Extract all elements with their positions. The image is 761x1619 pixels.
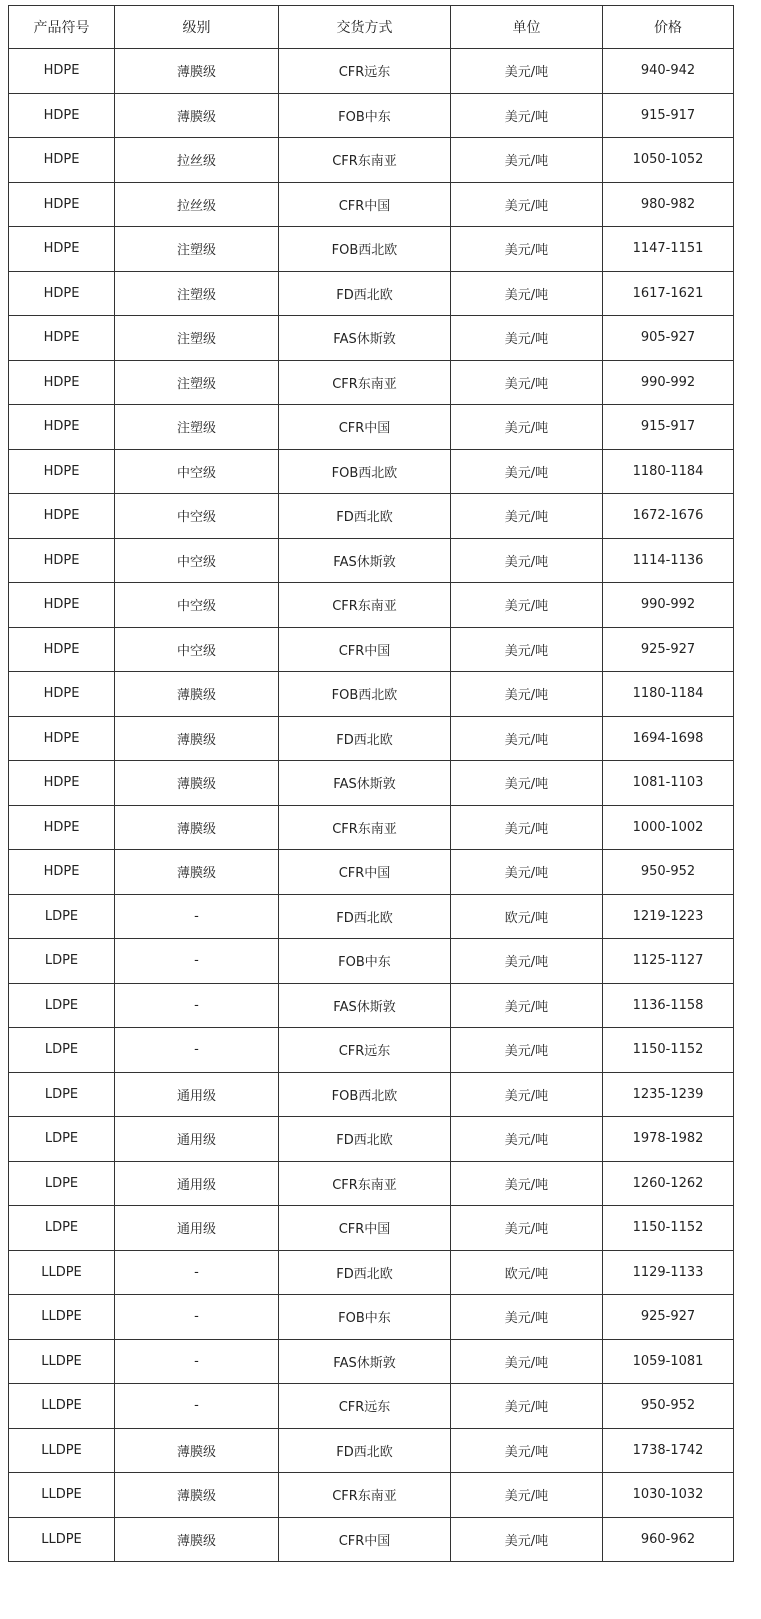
- table-row: [9, 405, 734, 450]
- price-cell: 1978-1982: [603, 1117, 734, 1162]
- unit-cell: 美元/吨: [451, 271, 603, 316]
- grade-cell: 注塑级: [115, 271, 279, 316]
- grade-cell: 薄膜级: [115, 1428, 279, 1473]
- price-cell: 925-927: [603, 1295, 734, 1340]
- unit-cell: 美元/吨: [451, 1384, 603, 1429]
- price-cell: 915-917: [603, 93, 734, 138]
- unit-cell: 美元/吨: [451, 227, 603, 272]
- table-row: [9, 850, 734, 895]
- grade-cell: 薄膜级: [115, 49, 279, 94]
- delivery-terms-cell: FAS休斯敦: [279, 983, 451, 1028]
- delivery-terms-cell: CFR中国: [279, 182, 451, 227]
- price-cell: 1150-1152: [603, 1028, 734, 1073]
- table-row: [9, 1161, 734, 1206]
- table-row: [9, 583, 734, 628]
- header-price: 价格: [603, 6, 734, 49]
- unit-cell: 美元/吨: [451, 1117, 603, 1162]
- grade-cell: 薄膜级: [115, 761, 279, 806]
- delivery-terms-cell: CFR中国: [279, 405, 451, 450]
- table-row: [9, 1517, 734, 1562]
- table-row: [9, 1250, 734, 1295]
- price-cell: 950-952: [603, 1384, 734, 1429]
- grade-cell: 中空级: [115, 627, 279, 672]
- price-cell: 1180-1184: [603, 672, 734, 717]
- delivery-terms-cell: FAS休斯敦: [279, 538, 451, 583]
- grade-cell: -: [115, 1384, 279, 1429]
- table-row: [9, 316, 734, 361]
- price-cell: 940-942: [603, 49, 734, 94]
- price-cell: 1125-1127: [603, 939, 734, 984]
- delivery-terms-cell: FAS休斯敦: [279, 1339, 451, 1384]
- header-row: [9, 6, 734, 49]
- grade-cell: 薄膜级: [115, 1517, 279, 1562]
- grade-cell: 薄膜级: [115, 850, 279, 895]
- product-symbol-cell: LDPE: [9, 1117, 115, 1162]
- delivery-terms-cell: FD西北欧: [279, 1117, 451, 1162]
- unit-cell: 美元/吨: [451, 49, 603, 94]
- grade-cell: 薄膜级: [115, 1473, 279, 1518]
- grade-cell: 拉丝级: [115, 182, 279, 227]
- table-row: [9, 1117, 734, 1162]
- price-cell: 1260-1262: [603, 1161, 734, 1206]
- delivery-terms-cell: FD西北欧: [279, 494, 451, 539]
- table-row: [9, 1206, 734, 1251]
- grade-cell: -: [115, 1339, 279, 1384]
- grade-cell: 中空级: [115, 538, 279, 583]
- delivery-terms-cell: CFR远东: [279, 1028, 451, 1073]
- delivery-terms-cell: CFR东南亚: [279, 138, 451, 183]
- table-row: [9, 805, 734, 850]
- grade-cell: 薄膜级: [115, 672, 279, 717]
- unit-cell: 美元/吨: [451, 1295, 603, 1340]
- unit-cell: 美元/吨: [451, 93, 603, 138]
- delivery-terms-cell: CFR东南亚: [279, 1473, 451, 1518]
- grade-cell: 注塑级: [115, 405, 279, 450]
- table-row: [9, 360, 734, 405]
- product-symbol-cell: LLDPE: [9, 1517, 115, 1562]
- price-cell: 1114-1136: [603, 538, 734, 583]
- delivery-terms-cell: FOB西北欧: [279, 449, 451, 494]
- delivery-terms-cell: FAS休斯敦: [279, 761, 451, 806]
- unit-cell: 美元/吨: [451, 716, 603, 761]
- header-delivery-terms: 交货方式: [279, 6, 451, 49]
- product-symbol-cell: HDPE: [9, 182, 115, 227]
- price-table: [8, 5, 734, 1562]
- unit-cell: 美元/吨: [451, 1517, 603, 1562]
- product-symbol-cell: HDPE: [9, 538, 115, 583]
- grade-cell: 薄膜级: [115, 716, 279, 761]
- price-cell: 1235-1239: [603, 1072, 734, 1117]
- table-row: [9, 1028, 734, 1073]
- price-cell: 1129-1133: [603, 1250, 734, 1295]
- delivery-terms-cell: FD西北欧: [279, 894, 451, 939]
- table-row: [9, 494, 734, 539]
- price-cell: 990-992: [603, 583, 734, 628]
- product-symbol-cell: HDPE: [9, 627, 115, 672]
- unit-cell: 美元/吨: [451, 1473, 603, 1518]
- price-cell: 1180-1184: [603, 449, 734, 494]
- table-body: [9, 49, 734, 1562]
- delivery-terms-cell: CFR东南亚: [279, 1161, 451, 1206]
- unit-cell: 美元/吨: [451, 182, 603, 227]
- grade-cell: 注塑级: [115, 227, 279, 272]
- grade-cell: 通用级: [115, 1206, 279, 1251]
- product-symbol-cell: LLDPE: [9, 1339, 115, 1384]
- product-symbol-cell: LDPE: [9, 939, 115, 984]
- unit-cell: 美元/吨: [451, 672, 603, 717]
- price-cell: 1050-1052: [603, 138, 734, 183]
- delivery-terms-cell: FD西北欧: [279, 716, 451, 761]
- product-symbol-cell: LDPE: [9, 894, 115, 939]
- unit-cell: 美元/吨: [451, 360, 603, 405]
- unit-cell: 美元/吨: [451, 405, 603, 450]
- product-symbol-cell: HDPE: [9, 449, 115, 494]
- product-symbol-cell: HDPE: [9, 93, 115, 138]
- grade-cell: -: [115, 894, 279, 939]
- unit-cell: 美元/吨: [451, 939, 603, 984]
- price-cell: 1150-1152: [603, 1206, 734, 1251]
- price-cell: 980-982: [603, 182, 734, 227]
- price-cell: 1672-1676: [603, 494, 734, 539]
- table-header: [9, 6, 734, 49]
- price-cell: 1219-1223: [603, 894, 734, 939]
- delivery-terms-cell: CFR东南亚: [279, 360, 451, 405]
- unit-cell: 美元/吨: [451, 1028, 603, 1073]
- delivery-terms-cell: CFR中国: [279, 850, 451, 895]
- product-symbol-cell: LDPE: [9, 1161, 115, 1206]
- product-symbol-cell: HDPE: [9, 271, 115, 316]
- product-symbol-cell: HDPE: [9, 716, 115, 761]
- grade-cell: 中空级: [115, 583, 279, 628]
- price-cell: 1147-1151: [603, 227, 734, 272]
- unit-cell: 欧元/吨: [451, 894, 603, 939]
- price-cell: 950-952: [603, 850, 734, 895]
- table-row: [9, 1473, 734, 1518]
- unit-cell: 美元/吨: [451, 583, 603, 628]
- unit-cell: 美元/吨: [451, 494, 603, 539]
- delivery-terms-cell: CFR中国: [279, 627, 451, 672]
- delivery-terms-cell: FOB西北欧: [279, 672, 451, 717]
- grade-cell: 注塑级: [115, 316, 279, 361]
- price-cell: 1059-1081: [603, 1339, 734, 1384]
- table-row: [9, 49, 734, 94]
- unit-cell: 美元/吨: [451, 538, 603, 583]
- table-row: [9, 538, 734, 583]
- unit-cell: 美元/吨: [451, 1339, 603, 1384]
- unit-cell: 欧元/吨: [451, 1250, 603, 1295]
- grade-cell: 薄膜级: [115, 805, 279, 850]
- product-symbol-cell: HDPE: [9, 672, 115, 717]
- grade-cell: 拉丝级: [115, 138, 279, 183]
- table-row: [9, 716, 734, 761]
- product-symbol-cell: HDPE: [9, 49, 115, 94]
- table-row: [9, 983, 734, 1028]
- price-cell: 925-927: [603, 627, 734, 672]
- table-row: [9, 1384, 734, 1429]
- table-row: [9, 627, 734, 672]
- unit-cell: 美元/吨: [451, 627, 603, 672]
- unit-cell: 美元/吨: [451, 850, 603, 895]
- product-symbol-cell: LLDPE: [9, 1250, 115, 1295]
- table-row: [9, 93, 734, 138]
- unit-cell: 美元/吨: [451, 1161, 603, 1206]
- delivery-terms-cell: FAS休斯敦: [279, 316, 451, 361]
- unit-cell: 美元/吨: [451, 1206, 603, 1251]
- grade-cell: -: [115, 1028, 279, 1073]
- table-row: [9, 939, 734, 984]
- unit-cell: 美元/吨: [451, 805, 603, 850]
- table-row: [9, 182, 734, 227]
- unit-cell: 美元/吨: [451, 761, 603, 806]
- delivery-terms-cell: CFR东南亚: [279, 583, 451, 628]
- product-symbol-cell: HDPE: [9, 360, 115, 405]
- grade-cell: 通用级: [115, 1117, 279, 1162]
- delivery-terms-cell: CFR远东: [279, 49, 451, 94]
- delivery-terms-cell: FD西北欧: [279, 1428, 451, 1473]
- table-row: [9, 1428, 734, 1473]
- delivery-terms-cell: FD西北欧: [279, 1250, 451, 1295]
- table-row: [9, 449, 734, 494]
- product-symbol-cell: LLDPE: [9, 1473, 115, 1518]
- product-symbol-cell: LDPE: [9, 983, 115, 1028]
- product-symbol-cell: LLDPE: [9, 1428, 115, 1473]
- product-symbol-cell: HDPE: [9, 805, 115, 850]
- unit-cell: 美元/吨: [451, 316, 603, 361]
- price-cell: 1000-1002: [603, 805, 734, 850]
- table-row: [9, 1339, 734, 1384]
- grade-cell: 通用级: [115, 1072, 279, 1117]
- grade-cell: 注塑级: [115, 360, 279, 405]
- header-grade: 级别: [115, 6, 279, 49]
- unit-cell: 美元/吨: [451, 138, 603, 183]
- table-row: [9, 271, 734, 316]
- price-cell: 1030-1032: [603, 1473, 734, 1518]
- product-symbol-cell: HDPE: [9, 316, 115, 361]
- product-symbol-cell: LDPE: [9, 1206, 115, 1251]
- table-row: [9, 1072, 734, 1117]
- grade-cell: 薄膜级: [115, 93, 279, 138]
- table-row: [9, 672, 734, 717]
- header-unit: 单位: [451, 6, 603, 49]
- price-cell: 1136-1158: [603, 983, 734, 1028]
- product-symbol-cell: HDPE: [9, 405, 115, 450]
- product-symbol-cell: HDPE: [9, 761, 115, 806]
- price-cell: 990-992: [603, 360, 734, 405]
- delivery-terms-cell: CFR中国: [279, 1517, 451, 1562]
- delivery-terms-cell: FD西北欧: [279, 271, 451, 316]
- delivery-terms-cell: CFR东南亚: [279, 805, 451, 850]
- price-cell: 1081-1103: [603, 761, 734, 806]
- product-symbol-cell: LLDPE: [9, 1295, 115, 1340]
- unit-cell: 美元/吨: [451, 1428, 603, 1473]
- product-symbol-cell: HDPE: [9, 138, 115, 183]
- product-symbol-cell: HDPE: [9, 583, 115, 628]
- price-cell: 905-927: [603, 316, 734, 361]
- product-symbol-cell: LDPE: [9, 1072, 115, 1117]
- price-cell: 960-962: [603, 1517, 734, 1562]
- grade-cell: -: [115, 983, 279, 1028]
- product-symbol-cell: HDPE: [9, 227, 115, 272]
- grade-cell: 中空级: [115, 494, 279, 539]
- price-cell: 915-917: [603, 405, 734, 450]
- table-row: [9, 894, 734, 939]
- table-row: [9, 1295, 734, 1340]
- header-product-symbol: 产品符号: [9, 6, 115, 49]
- delivery-terms-cell: FOB中东: [279, 939, 451, 984]
- product-symbol-cell: LLDPE: [9, 1384, 115, 1429]
- product-symbol-cell: LDPE: [9, 1028, 115, 1073]
- delivery-terms-cell: FOB中东: [279, 1295, 451, 1340]
- price-cell: 1617-1621: [603, 271, 734, 316]
- grade-cell: -: [115, 1295, 279, 1340]
- delivery-terms-cell: CFR远东: [279, 1384, 451, 1429]
- delivery-terms-cell: FOB西北欧: [279, 227, 451, 272]
- product-symbol-cell: HDPE: [9, 494, 115, 539]
- grade-cell: 中空级: [115, 449, 279, 494]
- table-row: [9, 227, 734, 272]
- delivery-terms-cell: FOB西北欧: [279, 1072, 451, 1117]
- delivery-terms-cell: FOB中东: [279, 93, 451, 138]
- delivery-terms-cell: CFR中国: [279, 1206, 451, 1251]
- table-row: [9, 761, 734, 806]
- price-cell: 1694-1698: [603, 716, 734, 761]
- grade-cell: -: [115, 1250, 279, 1295]
- unit-cell: 美元/吨: [451, 983, 603, 1028]
- table-row: [9, 138, 734, 183]
- grade-cell: -: [115, 939, 279, 984]
- product-symbol-cell: HDPE: [9, 850, 115, 895]
- price-cell: 1738-1742: [603, 1428, 734, 1473]
- grade-cell: 通用级: [115, 1161, 279, 1206]
- unit-cell: 美元/吨: [451, 449, 603, 494]
- unit-cell: 美元/吨: [451, 1072, 603, 1117]
